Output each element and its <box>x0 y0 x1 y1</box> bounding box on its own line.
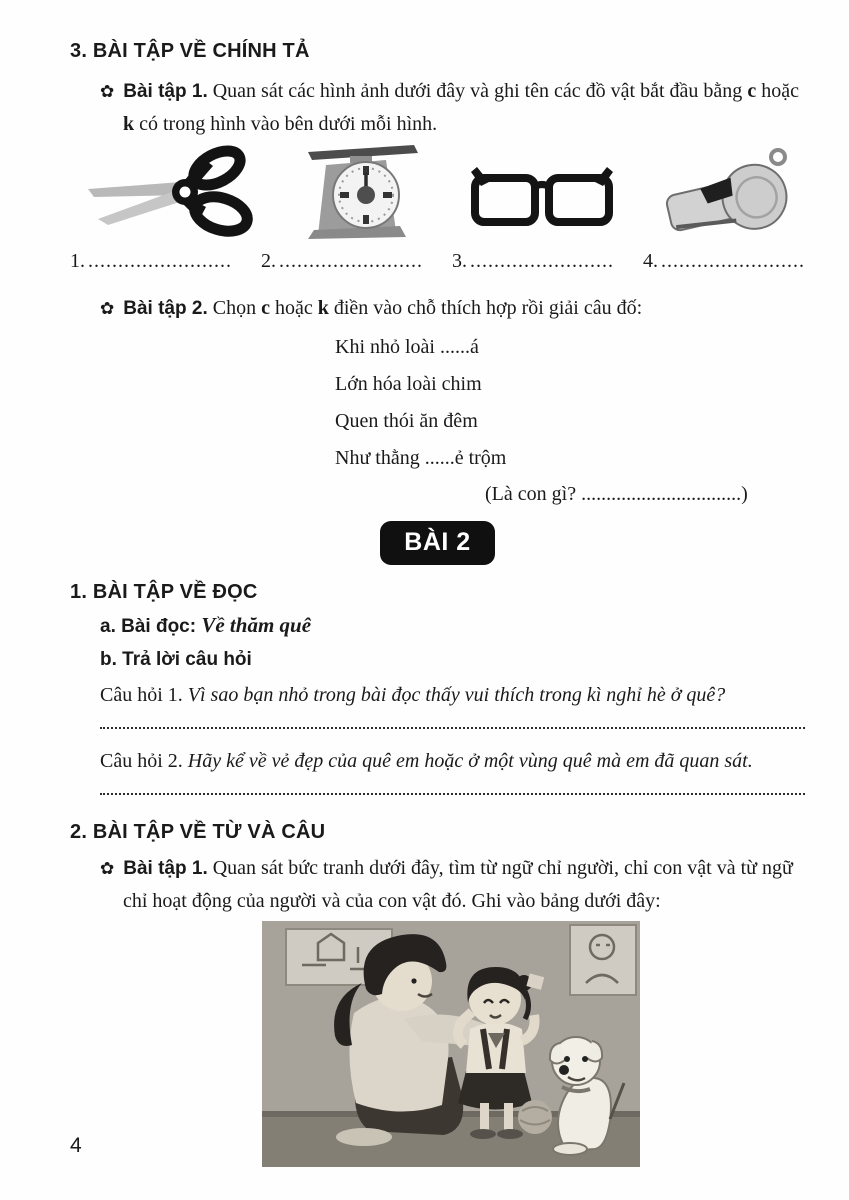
riddle-line: Lớn hóa loài chim <box>335 373 482 395</box>
riddle-line: Khi nhỏ loài ......á <box>335 336 479 358</box>
instruction-text: hoặc <box>269 297 318 319</box>
item-a-label: a. Bài đọc: <box>100 616 197 637</box>
blank-3 <box>452 248 614 274</box>
wall-picture-right <box>570 925 636 995</box>
reading-item-b: b. Trả lời câu hỏi <box>100 649 252 670</box>
section-heading-chinh-ta: 3. BÀI TẬP VỀ CHÍNH TẢ <box>70 40 310 62</box>
exercise-label: Bài tập 2. <box>123 298 208 319</box>
blank-dots: ........................ <box>279 250 423 272</box>
question-2-label: Câu hỏi 2. <box>100 750 183 772</box>
letter-c: c <box>261 297 270 319</box>
blank-2 <box>261 248 423 274</box>
exercise-2-instructions <box>100 292 805 325</box>
pictures-row <box>84 144 799 238</box>
riddle-poem <box>335 329 805 477</box>
lesson-badge: BÀI 2 <box>380 521 494 565</box>
blank-1 <box>70 248 232 274</box>
instruction-text: Quan sát các hình ảnh dưới đây và ghi tên các đồ vật bắt đầu bằng <box>212 80 748 102</box>
question-1-label: Câu hỏi 1. <box>100 684 183 706</box>
yarn-ball <box>518 1100 552 1134</box>
flower-bullet-icon: ✿ <box>100 299 115 318</box>
question-1-text: Vì sao bạn nhỏ trong bài đọc thấy vui thích trong kì nghỉ hè ở quê? <box>187 684 726 706</box>
answer-line <box>100 724 805 729</box>
page-number: 4 <box>70 1134 82 1157</box>
scissors-icon <box>84 145 256 237</box>
question-1 <box>100 682 805 709</box>
eyeglasses-icon <box>467 150 617 232</box>
picture-name-blanks <box>70 248 805 274</box>
section-heading-tu-va-cau: 2. BÀI TẬP VỀ TỪ VÀ CÂU <box>70 821 326 843</box>
exercise-tuvacau-instructions <box>100 852 805 917</box>
blank-4 <box>643 248 805 274</box>
exercise-1-instructions <box>100 75 805 140</box>
kitchen-scale-icon <box>304 143 420 239</box>
riddle-answer-prompt: (Là con gì? ................................) <box>485 483 748 505</box>
letter-c: c <box>747 80 757 102</box>
blank-number: 2. <box>261 250 276 272</box>
whistle-icon <box>665 143 799 239</box>
riddle-line: Quen thói ăn đêm <box>335 410 478 432</box>
blank-number: 4. <box>643 250 658 272</box>
blank-number: 3. <box>452 250 467 272</box>
instruction-text: Quan sát bức tranh dưới đây, tìm từ ngữ chỉ người, chỉ con vật và từ ngữ chỉ hoạt động của người và của con vật đó. Ghi vào bảng dưới đây: <box>123 857 793 912</box>
riddle-line: Như thằng ......ẻ trộm <box>335 447 507 469</box>
flower-bullet-icon: ✿ <box>100 82 115 101</box>
question-2-text: Hãy kể về vẻ đẹp của quê em hoặc ở một vùng quê mà em đã quan sát. <box>187 750 753 772</box>
answer-line <box>100 790 805 795</box>
instruction-text: hoặc <box>756 80 799 102</box>
exercise-label: Bài tập 1. <box>123 858 208 879</box>
blank-dots: ........................ <box>88 250 232 272</box>
blank-dots: ........................ <box>470 250 614 272</box>
instruction-text: có trong hình vào bên dưới mỗi hình. <box>134 113 438 135</box>
letter-k: k <box>123 113 135 135</box>
flower-bullet-icon: ✿ <box>100 859 115 878</box>
letter-k: k <box>317 297 329 319</box>
section-heading-doc: 1. BÀI TẬP VỀ ĐỌC <box>70 581 258 603</box>
exercise-illustration <box>262 921 640 1173</box>
blank-number: 1. <box>70 250 85 272</box>
reading-title: Về thăm quê <box>201 613 312 637</box>
question-2 <box>100 748 805 775</box>
instruction-text: Chọn <box>212 297 262 319</box>
blank-dots: ........................ <box>661 250 805 272</box>
reading-item-a <box>100 613 805 639</box>
exercise-label: Bài tập 1. <box>123 81 208 102</box>
instruction-text: điền vào chỗ thích hợp rồi giải câu đố: <box>328 297 643 319</box>
